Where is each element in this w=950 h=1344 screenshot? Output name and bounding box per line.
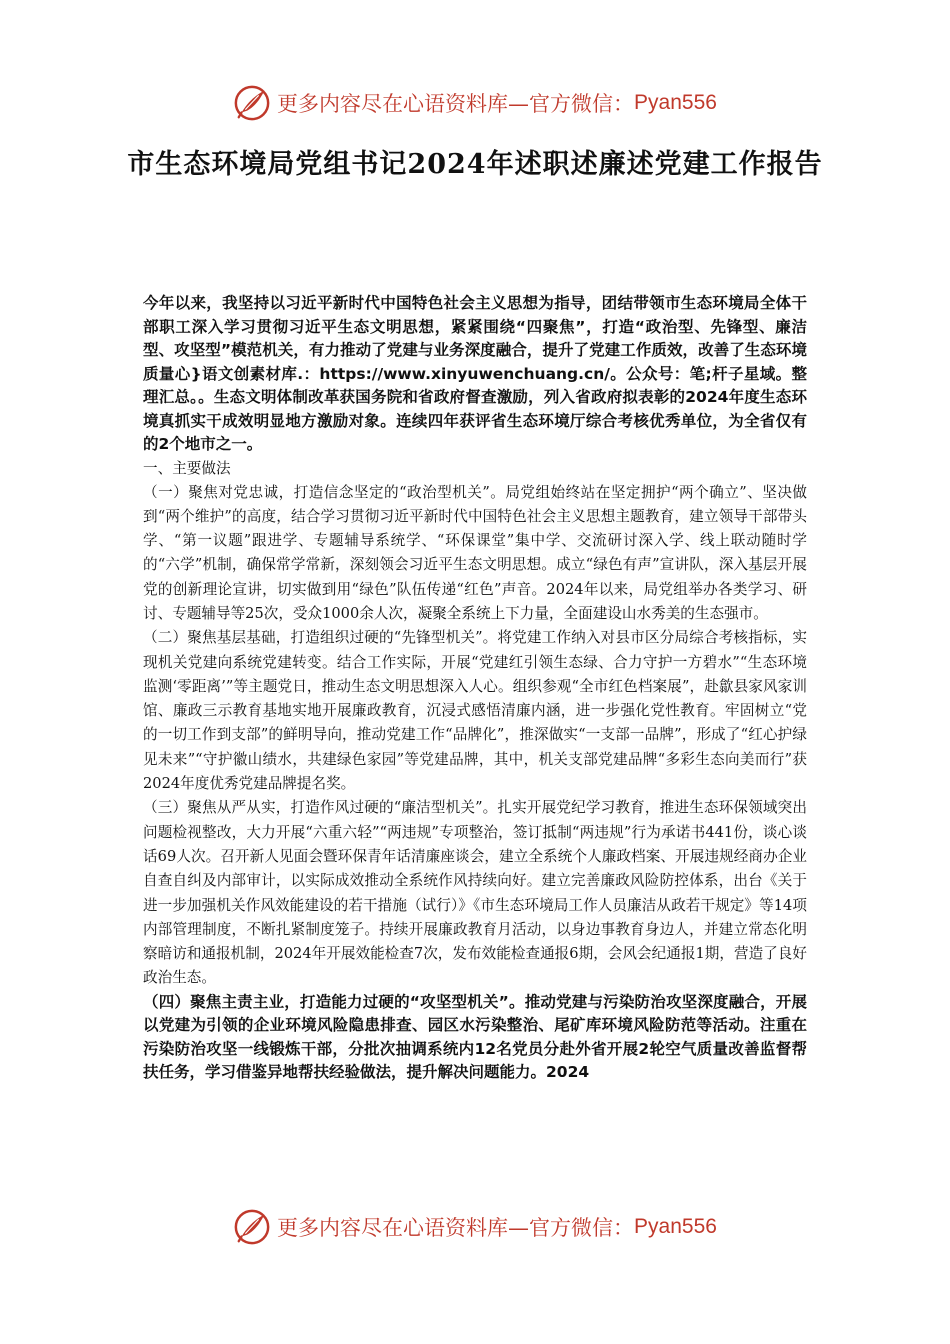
paragraph-intro: 今年以来，我坚持以习近平新时代中国特色社会主义思想为指导，团结带领市生态环境局全体干部职工深入学习贯彻习近平生态文明思想，紧紧围绕“四聚焦”，打造“政治型、先锋型、廉洁型、攻坚型”模范机关，有力推动了党建与业务深度融合，提升了党建工作质效，改善了生态环境质量心}语文创素材库.：https://www.xinyuwenchuang.cn/。公众号：笔;杆子星域。整理汇总。。生态文明体制改革获国务院和省政府督查激励，列入省政府拟表彰的2024年度生态环境真抓实干成效明显地方激励对象。连续四年获评省生态环境厅综合考核优秀单位，为全省仅有的2个地市之一。: [143, 294, 807, 453]
banner-text: 更多内容尽在心语资料库—官方微信：: [277, 1216, 635, 1240]
quill-pen-logo-icon: [233, 1208, 271, 1246]
document-title: 市生态环境局党组书记2024年述职述廉述党建工作报告: [127, 149, 823, 180]
footer-watermark-banner: [0, 1202, 950, 1252]
paragraph-1: （一）聚焦对党忠诚，打造信念坚定的“政治型机关”。局党组始终站在坚定拥护“两个确立”、坚决做到“两个维护”的高度，结合学习贯彻习近平新时代中国特色社会主义思想主题教育，建立领导干部带头学、“第一议题”跟进学、专题辅导系统学、“环保课堂”集中学、交流研讨深入学、线上联动随时学的“六学”机制，确保常学常新，深刻领会习近平生态文明思想。成立“绿色有声”宣讲队，深入基层开展党的创新理论宣讲，切实做到用“绿色”队伍传递“红色”声音。2024年以来，局党组举办各类学习、研讨、专题辅导等25次，受众1000余人次，凝聚全系统上下力量，全面建设山水秀美的生态强市。: [143, 483, 807, 622]
header-watermark-banner: [0, 78, 950, 128]
banner-text: 更多内容尽在心语资料库—官方微信：: [277, 92, 635, 116]
paragraph-3: （三）聚焦从严从实，打造作风过硬的“廉洁型机关”。扎实开展党纪学习教育，推进生态环保领域突出问题检视整改，大力开展“六重六轻”“两违规”专项整治，签订抵制“两违规”行为承诺书441份，谈心谈话69人次。召开新人见面会暨环保青年话清廉座谈会，建立全系统个人廉政档案、开展违规经商办企业自查自纠及内部审计，以实际成效推动全系统作风持续向好。建立完善廉政风险防控体系，出台《关于进一步加强机关作风效能建设的若干措施（试行）》《市生态环境局工作人员廉洁从政若干规定》等14项内部管理制度，不断扎紧制度笼子。持续开展廉政教育月活动，以身边事教育身边人，并建立常态化明察暗访和通报机制，2024年开展效能检查7次，发布效能检查通报6期，会风会纪通报1期，营造了良好政治生态。: [143, 799, 807, 987]
section-heading: 一、主要做法: [143, 459, 231, 477]
quill-pen-logo-icon: [233, 84, 271, 122]
banner-brand: Pyan556: [634, 91, 717, 114]
document-body: [143, 292, 807, 1085]
paragraph-4: （四）聚焦主责主业，打造能力过硬的“攻坚型机关”。推动党建与污染防治攻坚深度融合，开展以党建为引领的企业环境风险隐患排查、园区水污染整治、尾矿库环境风险防范等活动。注重在污染防治攻坚一线锻炼干部，分批次抽调系统内12名党员分赴外省开展2轮空气质量改善监督帮扶任务，学习借鉴异地帮扶经验做法，提升解决问题能力。2024: [143, 992, 807, 1082]
banner-brand: Pyan556: [634, 1215, 717, 1238]
paragraph-2: （二）聚焦基层基础，打造组织过硬的“先锋型机关”。将党建工作纳入对县市区分局综合考核指标，实现机关党建向系统党建转变。结合工作实际，开展“党建红引领生态绿、合力守护一方碧水”“生态环境监测‘零距离’”等主题党日，推动生态文明思想深入人心。组织参观“全市红色档案展”，赴歙县家风家训馆、廉政三示教育基地实地开展廉政教育，沉浸式感悟清廉内涵，进一步强化党性教育。牢固树立“党的一切工作到支部”的鲜明导向，推动党建工作“品牌化”，推深做实“一支部一品牌”，形成了“红心护绿见未来”“守护徽山绩水，共建绿色家园”等党建品牌，其中，机关支部党建品牌“多彩生态向美而行”获2024年度优秀党建品牌提名奖。: [143, 629, 807, 793]
